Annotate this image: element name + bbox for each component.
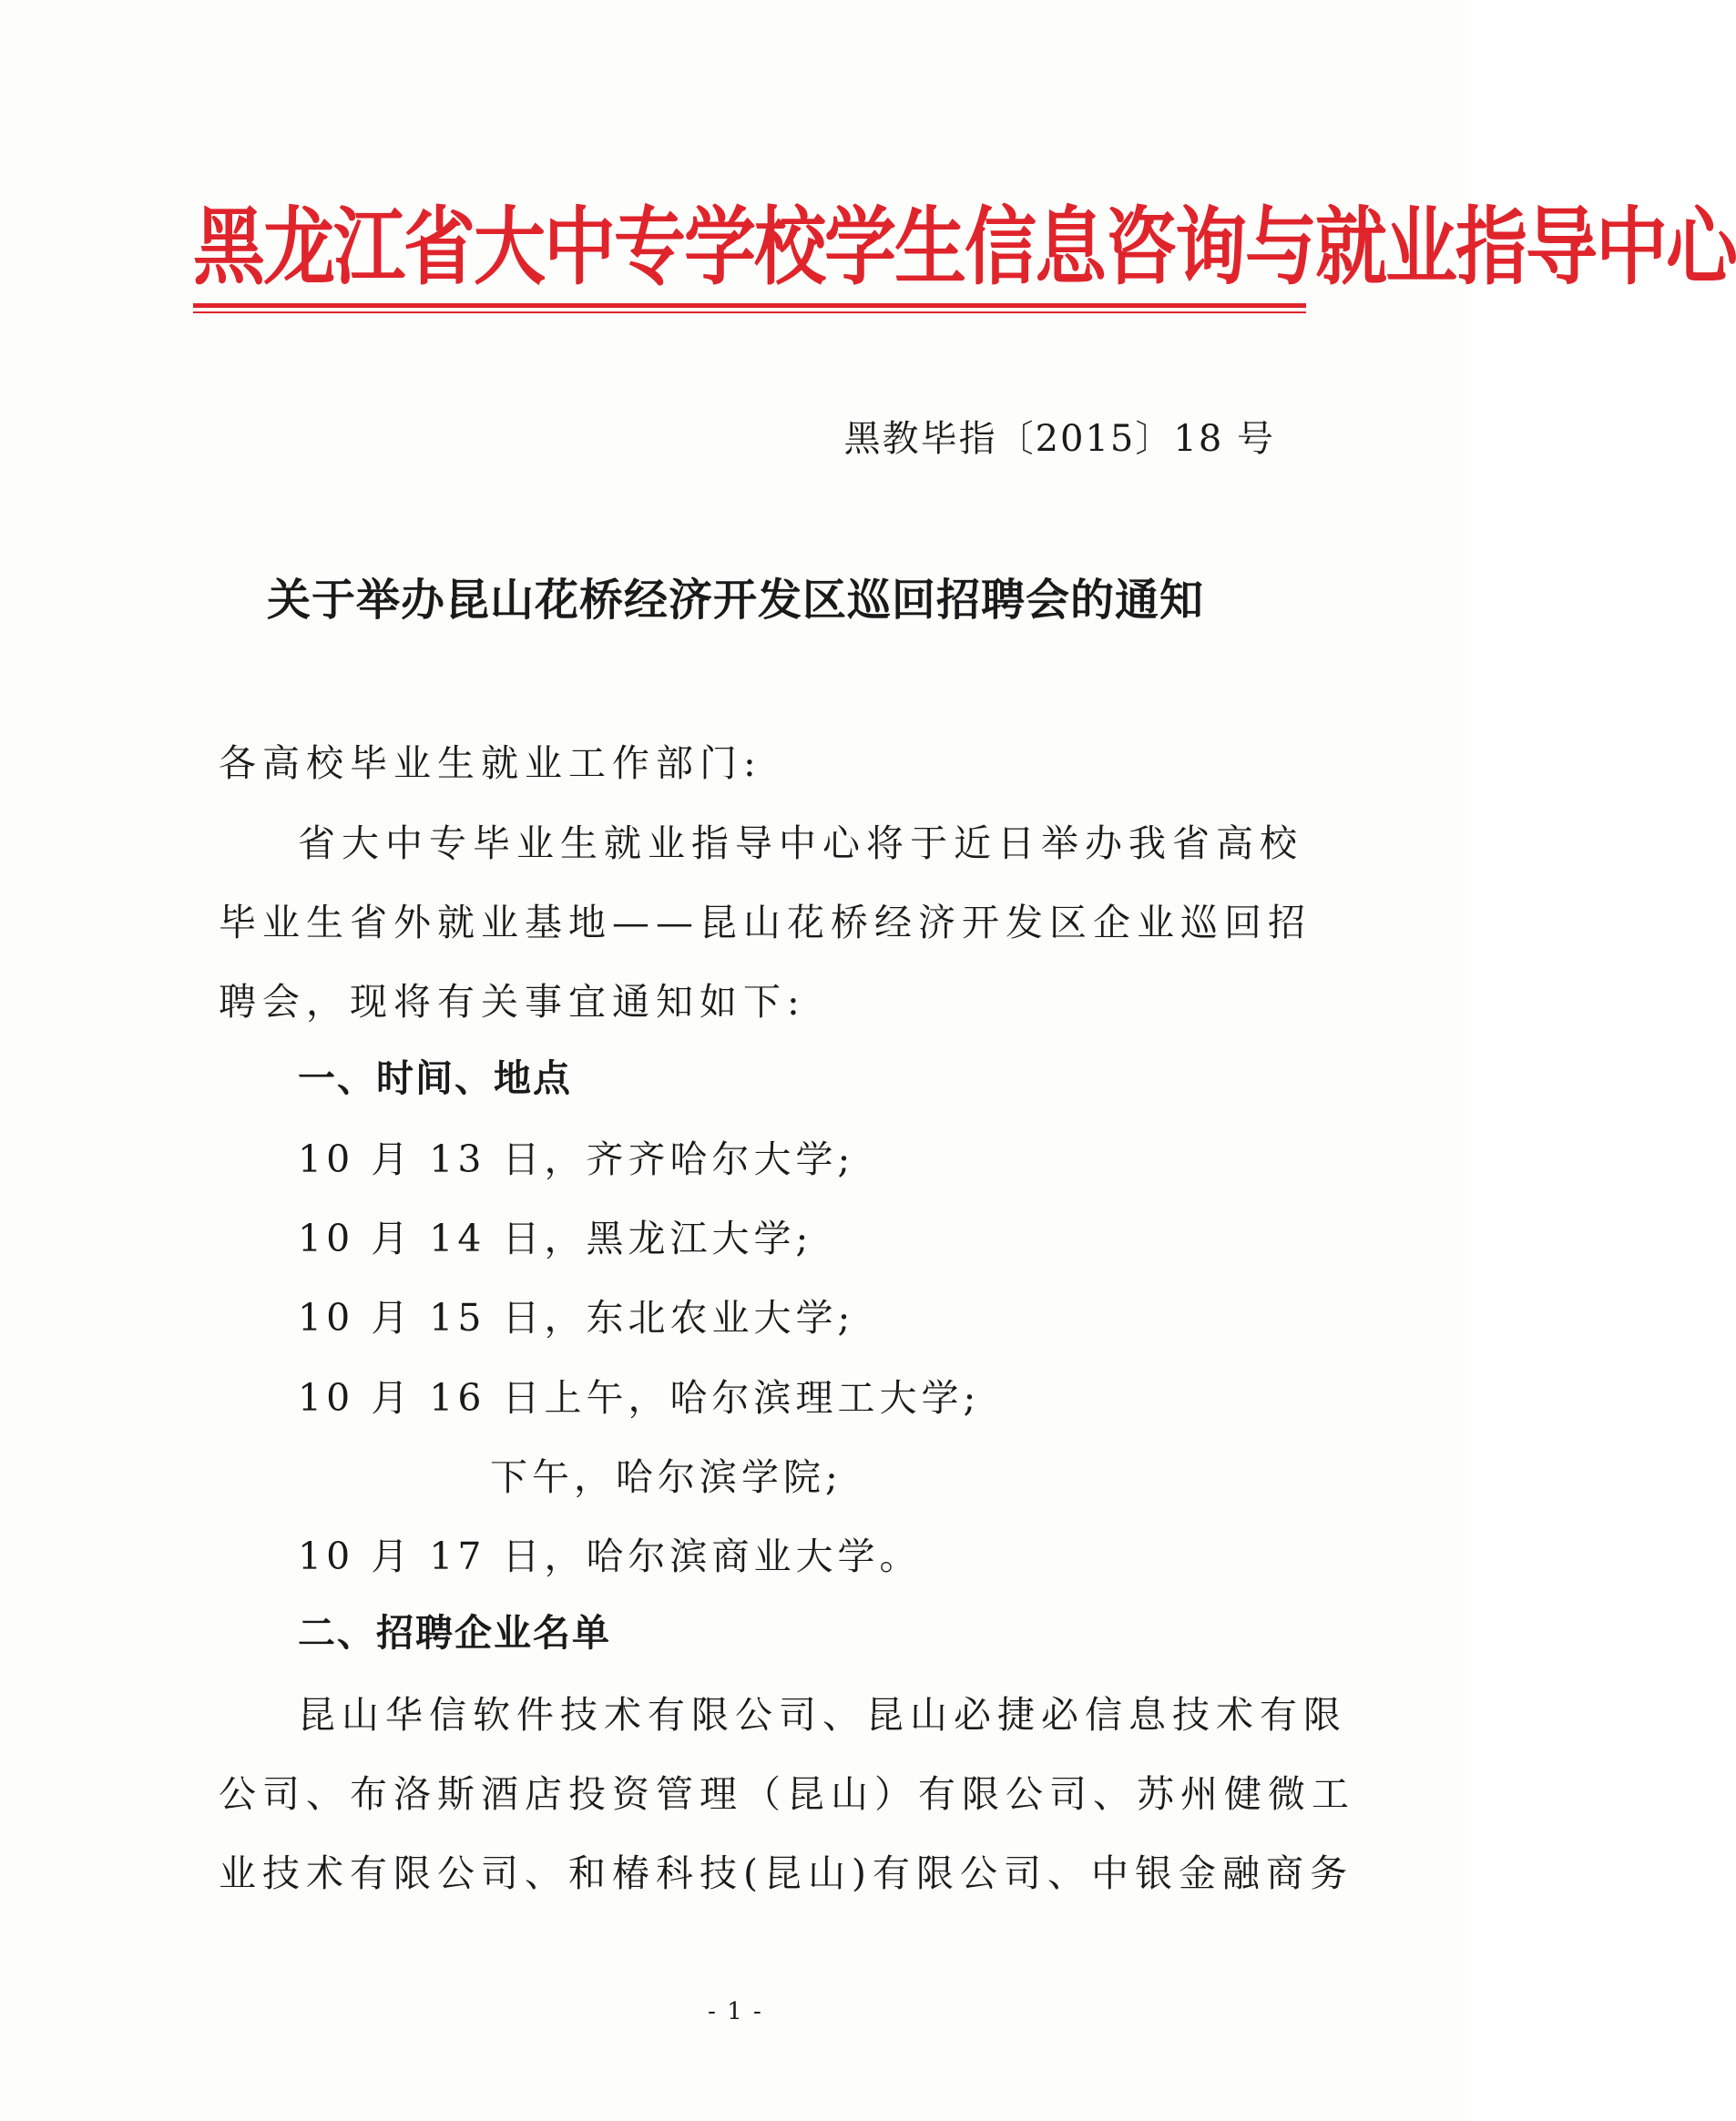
salutation: 各高校毕业生就业工作部门:	[219, 741, 762, 785]
company-list-line: 公司、布洛斯酒店投资管理（昆山）有限公司、苏州健微工	[219, 1772, 1355, 1816]
schedule-item: 10 月 15 日，东北农业大学;	[298, 1296, 855, 1340]
company-list-line: 昆山华信软件技术有限公司、昆山必捷必信息技术有限	[298, 1693, 1347, 1737]
schedule-item: 10 月 14 日，黑龙江大学;	[298, 1217, 813, 1260]
intro-line: 省大中专毕业生就业指导中心将于近日举办我省高校	[298, 821, 1303, 865]
intro-line: 聘会，现将有关事宜通知如下:	[219, 980, 806, 1024]
section-heading-companies: 二、招聘企业名单	[298, 1611, 611, 1655]
page-number: - 1 -	[708, 1998, 763, 2025]
letterhead-red-rule-thin	[193, 311, 1306, 313]
letterhead-red-rule	[193, 303, 1306, 308]
schedule-item: 下午，哈尔滨学院;	[490, 1455, 842, 1499]
schedule-item: 10 月 13 日，齐齐哈尔大学;	[298, 1137, 855, 1181]
document-title: 关于举办昆山花桥经济开发区巡回招聘会的通知	[266, 575, 1204, 626]
schedule-item: 10 月 17 日，哈尔滨商业大学。	[298, 1535, 922, 1578]
section-heading-time-location: 一、时间、地点	[298, 1056, 572, 1100]
intro-line: 毕业生省外就业基地——昆山花桥经济开发区企业巡回招	[219, 901, 1312, 944]
company-list-line: 业技术有限公司、和椿科技(昆山)有限公司、中银金融商务	[219, 1851, 1353, 1895]
letterhead-org-name: 黑龙江省大中专学校学生信息咨询与就业指导中心	[193, 198, 1736, 297]
schedule-item: 10 月 16 日上午，哈尔滨理工大学;	[298, 1376, 981, 1420]
document-number: 黑教毕指〔2015〕18 号	[843, 418, 1275, 460]
